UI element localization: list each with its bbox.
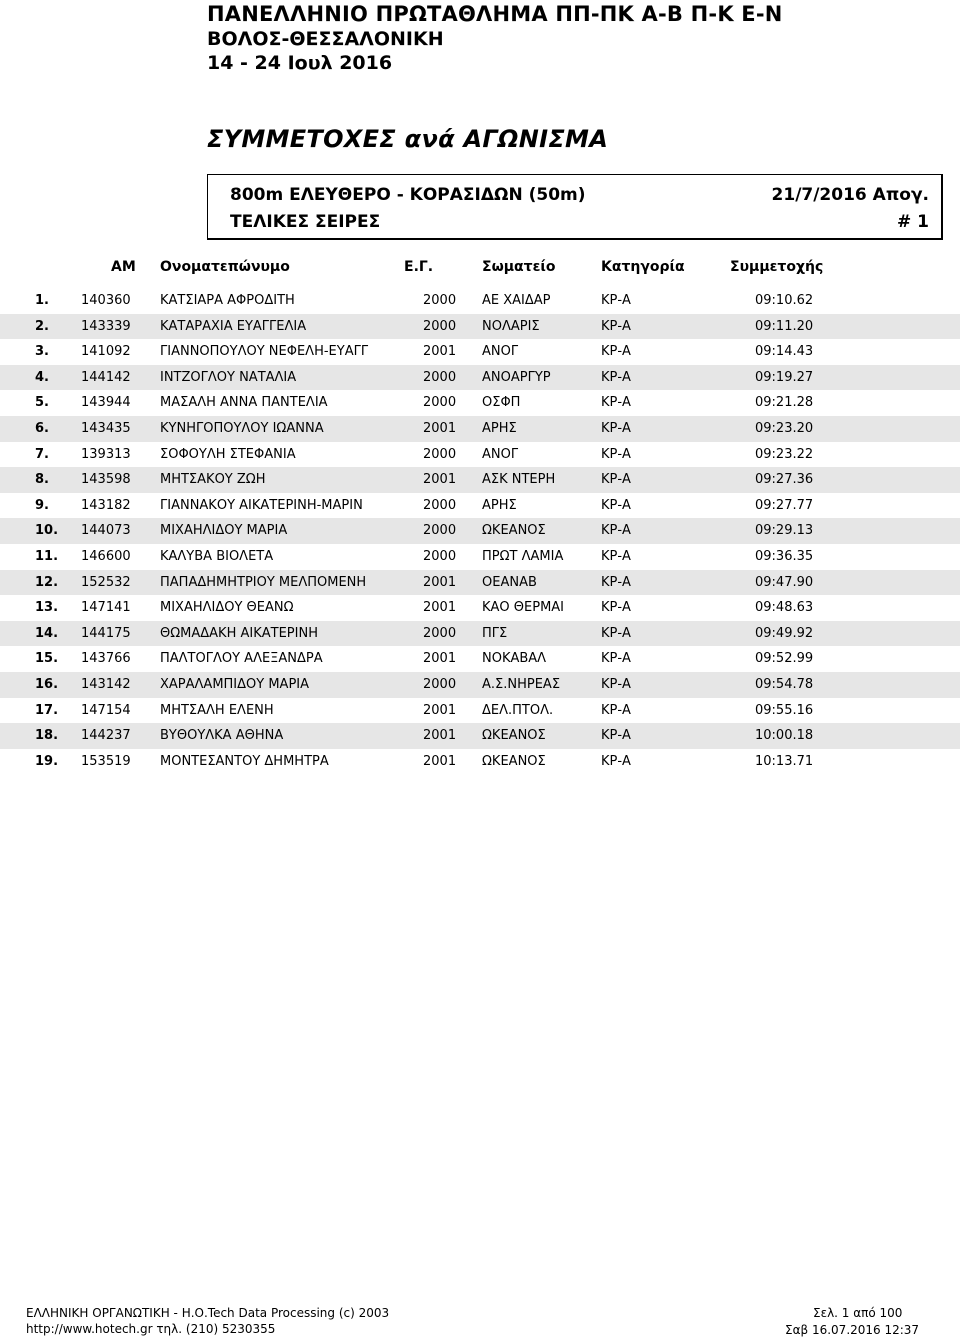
row-am: 144073 [81,523,131,539]
row-am: 143944 [81,395,131,411]
row-rank: 13. [35,600,59,616]
meet-title: ΠΑΝΕΛΛΗΝΙΟ ΠΡΩΤΑΘΛΗΜΑ ΠΠ-ΠΚ Α-Β Π-Κ Ε-Ν [207,2,783,26]
row-club: ΔΕΛ.ΠΤΟΛ. [482,702,554,718]
row-name: ΚΑΤΑΡΑΧΙΑ ΕΥΑΓΓΕΛΙΑ [160,318,307,334]
row-year: 2000 [423,548,457,564]
row-year: 2001 [423,600,457,616]
row-year: 2001 [423,344,457,360]
row-name: ΙΝΤΖΟΓΛΟΥ ΝΑΤΑΛΙΑ [160,369,297,385]
row-rank: 11. [35,548,59,564]
row-am: 143182 [81,497,131,513]
row-entry-time: 09:55.16 [755,702,814,718]
row-year: 2000 [423,497,457,513]
row-club: ΑΝΟΑΡΓΥΡ [482,369,551,385]
row-rank: 4. [35,369,49,385]
row-category: ΚΡ-Α [601,702,631,718]
row-entry-time: 09:48.63 [755,600,814,616]
row-entry-time: 09:54.78 [755,676,814,692]
row-club: ΩΚΕΑΝΟΣ [482,523,546,539]
entries-table [0,288,960,774]
row-club: ΠΡΩΤ ΛΑΜΙΑ [482,548,564,564]
table-row [0,416,960,442]
row-category: ΚΡ-Α [601,753,631,769]
row-name: ΚΑΛΥΒΑ ΒΙΟΛΕΤΑ [160,548,274,564]
row-am: 143339 [81,318,131,334]
table-row [0,544,960,570]
table-row [0,314,960,340]
row-year: 2001 [423,472,457,488]
table-row [0,621,960,647]
row-year: 2001 [423,651,457,667]
row-entry-time: 09:11.20 [755,318,814,334]
row-entry-time: 09:21.28 [755,395,814,411]
table-row [0,493,960,519]
row-am: 147141 [81,600,131,616]
footer-printed: Σαβ 16.07.2016 12:37 [785,1323,920,1337]
meet-location: ΒΟΛΟΣ-ΘΕΣΣΑΛΟΝΙΚΗ [207,28,444,50]
row-club: ΠΓΣ [482,625,508,641]
row-club: ΑΡΗΣ [482,420,517,436]
table-row [0,365,960,391]
row-rank: 5. [35,395,49,411]
row-year: 2000 [423,318,457,334]
row-am: 143435 [81,420,131,436]
row-category: ΚΡ-Α [601,523,631,539]
col-header-name: Ονοματεπώνυμο [160,259,290,275]
row-year: 2000 [423,625,457,641]
row-club: ΑΕ ΧΑΙΔΑΡ [482,293,551,308]
row-name: ΘΩΜΑΔΑΚΗ ΑΙΚΑΤΕΡΙΝΗ [160,625,318,641]
row-rank: 19. [35,753,59,769]
row-name: ΠΑΠΑΔΗΜΗΤΡΙΟΥ ΜΕΛΠΟΜΕΝΗ [160,574,367,590]
col-header-club: Σωματείο [482,259,556,275]
row-name: ΚΥΝΗΓΟΠΟΥΛΟΥ ΙΩΑΝΝΑ [160,420,324,436]
table-row [0,339,960,365]
row-club: ΑΝΟΓ [482,344,519,360]
row-category: ΚΡ-Α [601,600,631,616]
table-row [0,723,960,749]
row-category: ΚΡ-Α [601,369,631,385]
row-entry-time: 09:19.27 [755,369,814,385]
row-name: ΠΑΛΤΟΓΛΟΥ ΑΛΕΞΑΝΔΡΑ [160,651,323,667]
row-category: ΚΡ-Α [601,548,631,564]
row-name: ΓΙΑΝΝΟΠΟΥΛΟΥ ΝΕΦΕΛΗ-ΕΥΑΓΓ [160,344,369,360]
row-am: 140360 [81,293,131,308]
row-entry-time: 09:14.43 [755,344,814,360]
row-year: 2001 [423,574,457,590]
col-header-year: Ε.Γ. [404,259,434,275]
row-am: 153519 [81,753,131,769]
section-title: ΣΥΜΜΕΤΟΧΕΣ ανά ΑΓΩΝΙΣΜΑ [207,125,609,153]
row-am: 144175 [81,625,131,641]
row-year: 2001 [423,420,457,436]
row-name: ΣΟΦΟΥΛΗ ΣΤΕΦΑΝΙΑ [160,446,296,462]
col-header-category: Κατηγορία [601,259,685,275]
col-header-entry: Συμμετοχής [730,259,824,275]
row-name: ΒΥΘΟΥΛΚΑ ΑΘΗΝΑ [160,728,284,744]
row-name: ΚΑΤΣΙΑΡΑ ΑΦΡΟΔΙΤΗ [160,293,295,308]
row-entry-time: 09:10.62 [755,293,814,308]
row-rank: 17. [35,702,59,718]
round-name: ΤΕΛΙΚΕΣ ΣΕΙΡΕΣ [230,212,381,232]
row-category: ΚΡ-Α [601,420,631,436]
row-rank: 1. [35,293,49,308]
row-am: 141092 [81,344,131,360]
table-row [0,288,960,314]
row-am: 143598 [81,472,131,488]
row-category: ΚΡ-Α [601,574,631,590]
row-year: 2000 [423,369,457,385]
row-category: ΚΡ-Α [601,318,631,334]
row-am: 139313 [81,446,131,462]
row-category: ΚΡ-Α [601,344,631,360]
row-rank: 7. [35,446,49,462]
row-am: 143142 [81,676,131,692]
row-am: 147154 [81,702,131,718]
row-am: 152532 [81,574,131,590]
row-entry-time: 09:49.92 [755,625,814,641]
meet-dates: 14 - 24 Ιουλ 2016 [207,52,393,74]
row-year: 2001 [423,728,457,744]
event-date: 21/7/2016 Απογ. [771,185,929,205]
row-club: ΑΡΗΣ [482,497,517,513]
footer-page: Σελ. 1 από 100 [813,1306,903,1320]
row-club: ΑΣΚ ΝΤΕΡΗ [482,472,556,488]
row-am: 143766 [81,651,131,667]
row-name: ΜΗΤΣΑΚΟΥ ΖΩΗ [160,472,266,488]
row-entry-time: 09:23.20 [755,420,814,436]
row-rank: 15. [35,651,59,667]
row-entry-time: 09:27.77 [755,497,814,513]
heat-number: # 1 [897,212,929,232]
footer-web: http://www.hotech.gr τηλ. (210) 5230355 [26,1322,276,1336]
row-entry-time: 09:47.90 [755,574,814,590]
row-year: 2000 [423,446,457,462]
row-name: ΜΗΤΣΑΛΗ ΕΛΕΝΗ [160,702,274,718]
row-name: ΓΙΑΝΝΑΚΟΥ ΑΙΚΑΤΕΡΙΝΗ-ΜΑΡΙΝ [160,497,363,513]
row-year: 2000 [423,395,457,411]
row-rank: 18. [35,728,59,744]
table-row [0,570,960,596]
row-rank: 12. [35,574,59,590]
row-rank: 9. [35,497,49,513]
row-rank: 6. [35,420,49,436]
row-entry-time: 09:29.13 [755,523,814,539]
row-entry-time: 09:36.35 [755,548,814,564]
table-row [0,646,960,672]
table-row [0,390,960,416]
row-club: Α.Σ.ΝΗΡΕΑΣ [482,676,561,692]
table-row [0,749,960,775]
row-category: ΚΡ-Α [601,728,631,744]
row-club: ΟΕΑΝΑΒ [482,574,537,590]
table-row [0,595,960,621]
row-entry-time: 09:27.36 [755,472,814,488]
table-row [0,672,960,698]
row-rank: 3. [35,344,49,360]
row-name: ΜΙΧΑΗΛΙΔΟΥ ΜΑΡΙΑ [160,523,288,539]
row-rank: 2. [35,318,49,334]
col-header-am: ΑΜ [111,259,136,275]
row-year: 2000 [423,293,457,308]
row-am: 144237 [81,728,131,744]
row-rank: 14. [35,625,59,641]
event-box [207,174,943,240]
row-category: ΚΡ-Α [601,625,631,641]
table-row [0,467,960,493]
row-name: ΜΟΝΤΕΣΑΝΤΟΥ ΔΗΜΗΤΡΑ [160,753,329,769]
row-club: ΝΟΛΑΡΙΣ [482,318,540,334]
row-entry-time: 09:23.22 [755,446,814,462]
row-club: ΩΚΕΑΝΟΣ [482,753,546,769]
row-category: ΚΡ-Α [601,676,631,692]
row-am: 144142 [81,369,131,385]
row-club: ΚΑΟ ΘΕΡΜΑΙ [482,600,565,616]
row-category: ΚΡ-Α [601,497,631,513]
row-rank: 16. [35,676,59,692]
row-category: ΚΡ-Α [601,446,631,462]
row-name: ΧΑΡΑΛΑΜΠΙΔΟΥ ΜΑΡΙΑ [160,676,310,692]
row-club: ΩΚΕΑΝΟΣ [482,728,546,744]
row-entry-time: 10:13.71 [755,753,814,769]
row-year: 2001 [423,753,457,769]
row-entry-time: 09:52.99 [755,651,814,667]
column-headers [0,259,960,281]
row-year: 2000 [423,676,457,692]
row-club: ΑΝΟΓ [482,446,519,462]
row-entry-time: 10:00.18 [755,728,814,744]
row-year: 2001 [423,702,457,718]
footer-org: ΕΛΛΗΝΙΚΗ ΟΡΓΑΝΩΤΙΚΗ - Η.Ο.Tech Data Processing (c) 2003 [26,1306,390,1320]
table-row [0,518,960,544]
row-category: ΚΡ-Α [601,651,631,667]
table-row [0,698,960,724]
row-year: 2000 [423,523,457,539]
row-name: ΜΙΧΑΗΛΙΔΟΥ ΘΕΑΝΩ [160,600,294,616]
row-am: 146600 [81,548,131,564]
row-club: ΟΣΦΠ [482,395,521,411]
event-name: 800m ΕΛΕΥΘΕΡΟ - ΚΟΡΑΣΙΔΩΝ (50m) [230,185,586,205]
row-category: ΚΡ-Α [601,395,631,411]
row-name: ΜΑΣΑΛΗ ΑΝΝΑ ΠΑΝΤΕΛΙΑ [160,395,328,411]
row-club: ΝΟΚΑΒΑΛ [482,651,547,667]
table-row [0,442,960,468]
row-category: ΚΡ-Α [601,472,631,488]
row-category: ΚΡ-Α [601,293,631,308]
row-rank: 8. [35,472,49,488]
row-rank: 10. [35,523,59,539]
